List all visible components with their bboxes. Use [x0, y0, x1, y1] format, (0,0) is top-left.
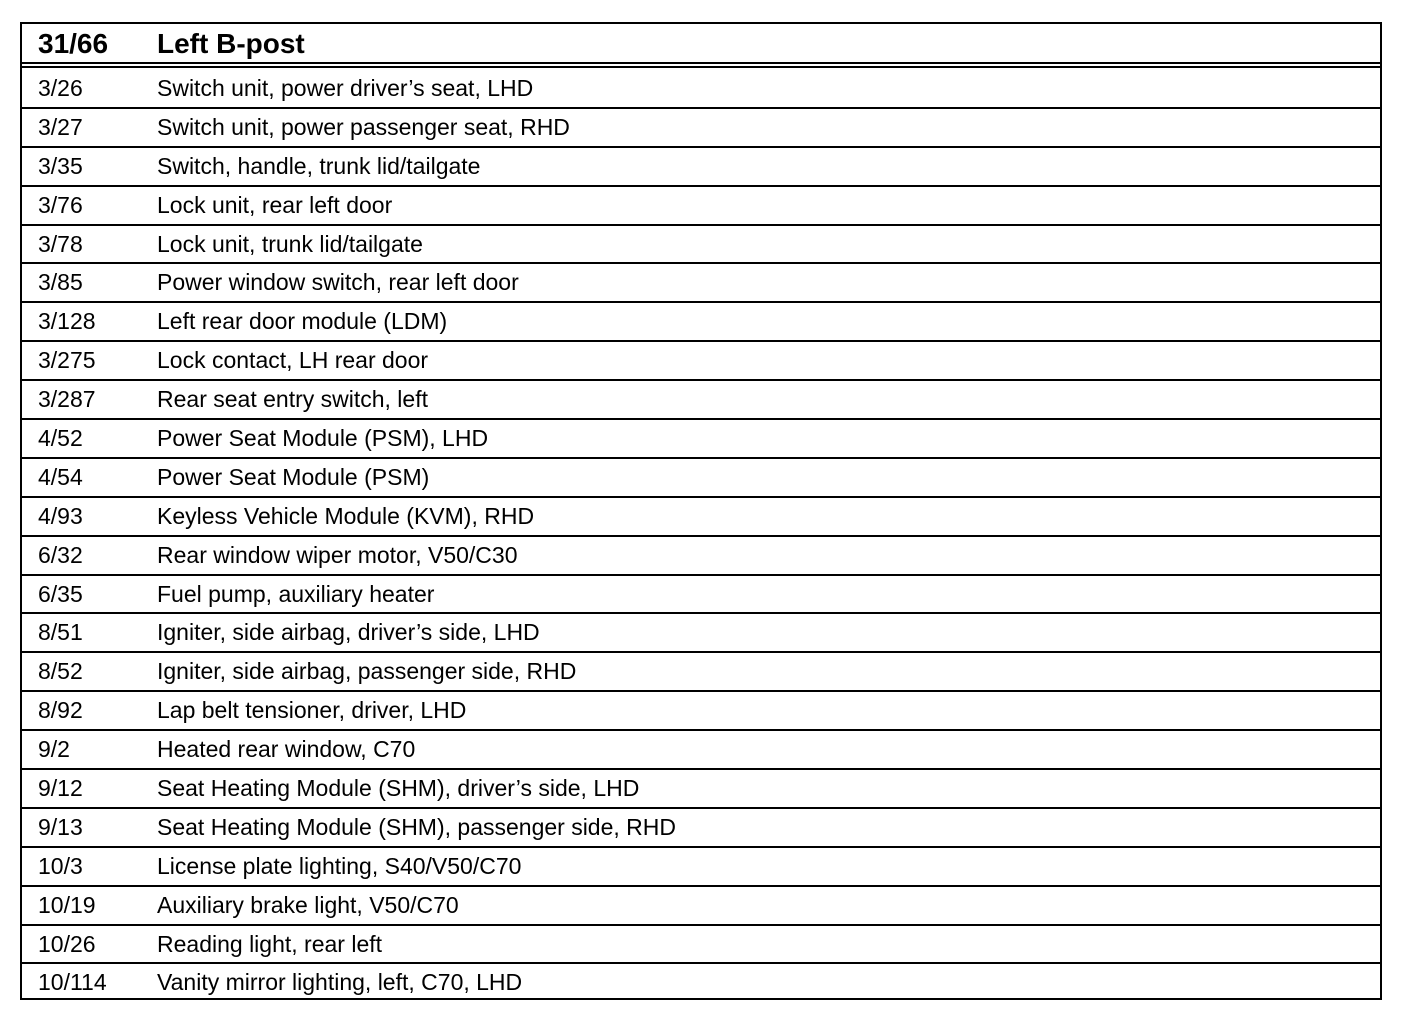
table-row [22, 498, 1380, 537]
row-code: 4/93 [38, 502, 83, 529]
row-code: 3/275 [38, 347, 96, 374]
table-row [22, 226, 1380, 265]
table-row [22, 109, 1380, 148]
row-description: Switch unit, power passenger seat, RHD [157, 113, 570, 140]
row-code: 6/35 [38, 580, 83, 607]
row-description: Reading light, rear left [157, 930, 383, 957]
row-code: 6/32 [38, 541, 83, 568]
row-description: Left rear door module (LDM) [157, 308, 448, 335]
table-row [22, 537, 1380, 576]
row-description: Vanity mirror lighting, left, C70, LHD [157, 969, 523, 996]
table-row [22, 653, 1380, 692]
row-code: 8/51 [38, 619, 83, 646]
row-description: Auxiliary brake light, V50/C70 [157, 891, 459, 918]
row-code: 9/12 [38, 775, 83, 802]
table-row [22, 614, 1380, 653]
table-row [22, 692, 1380, 731]
table-row [22, 381, 1380, 420]
row-code: 3/35 [38, 152, 83, 179]
row-description: Power Seat Module (PSM) [157, 463, 430, 490]
row-description: Fuel pump, auxiliary heater [157, 580, 435, 607]
row-code: 3/78 [38, 230, 83, 257]
table-row [22, 731, 1380, 770]
table-header [22, 24, 1380, 64]
row-code: 9/2 [38, 736, 70, 763]
row-code: 10/114 [38, 969, 107, 996]
row-description: Switch unit, power driver’s seat, LHD [157, 75, 534, 101]
row-description: Heated rear window, C70 [157, 736, 416, 763]
table-row [22, 576, 1380, 615]
table-row [22, 770, 1380, 809]
table-row [22, 420, 1380, 459]
table-row [22, 187, 1380, 226]
table-body [22, 70, 1380, 1003]
row-description: Lock unit, rear left door [157, 191, 393, 218]
row-code: 9/13 [38, 813, 83, 840]
component-table [20, 22, 1382, 1000]
row-description: Rear window wiper motor, V50/C30 [157, 541, 518, 568]
table-row [22, 70, 1380, 109]
row-code: 10/26 [38, 930, 96, 957]
row-description: License plate lighting, S40/V50/C70 [157, 852, 522, 879]
row-code: 3/27 [38, 113, 83, 140]
row-description: Seat Heating Module (SHM), driver’s side, LHD [157, 775, 640, 802]
row-code: 4/54 [38, 463, 83, 490]
row-code: 10/19 [38, 891, 96, 918]
row-description: Lap belt tensioner, driver, LHD [157, 697, 467, 724]
row-description: Igniter, side airbag, passenger side, RHD [157, 658, 577, 685]
table-row [22, 848, 1380, 887]
row-code: 10/3 [38, 852, 83, 879]
row-code: 3/26 [38, 75, 83, 101]
row-description: Lock unit, trunk lid/tailgate [157, 230, 423, 257]
row-code: 3/76 [38, 191, 83, 218]
header-title: Left B-post [157, 28, 305, 59]
row-description: Keyless Vehicle Module (KVM), RHD [157, 502, 535, 529]
table-row [22, 264, 1380, 303]
row-code: 3/128 [38, 308, 96, 335]
row-description: Igniter, side airbag, driver’s side, LHD [157, 619, 540, 646]
row-description: Power Seat Module (PSM), LHD [157, 425, 489, 452]
header-code: 31/66 [38, 28, 109, 59]
table-row [22, 459, 1380, 498]
table-row [22, 926, 1380, 965]
row-code: 8/52 [38, 658, 83, 685]
row-code: 3/85 [38, 269, 83, 296]
table-row [22, 887, 1380, 926]
row-description: Seat Heating Module (SHM), passenger side, RHD [157, 813, 677, 840]
row-description: Rear seat entry switch, left [157, 386, 428, 413]
row-description: Power window switch, rear left door [157, 269, 519, 296]
table-row [22, 148, 1380, 187]
table-row [22, 809, 1380, 848]
row-code: 8/92 [38, 697, 83, 724]
table-row [22, 964, 1380, 1003]
row-description: Lock contact, LH rear door [157, 347, 429, 374]
table-row [22, 342, 1380, 381]
table-row [22, 303, 1380, 342]
row-code: 3/287 [38, 386, 96, 413]
row-code: 4/52 [38, 425, 83, 452]
row-description: Switch, handle, trunk lid/tailgate [157, 152, 481, 179]
